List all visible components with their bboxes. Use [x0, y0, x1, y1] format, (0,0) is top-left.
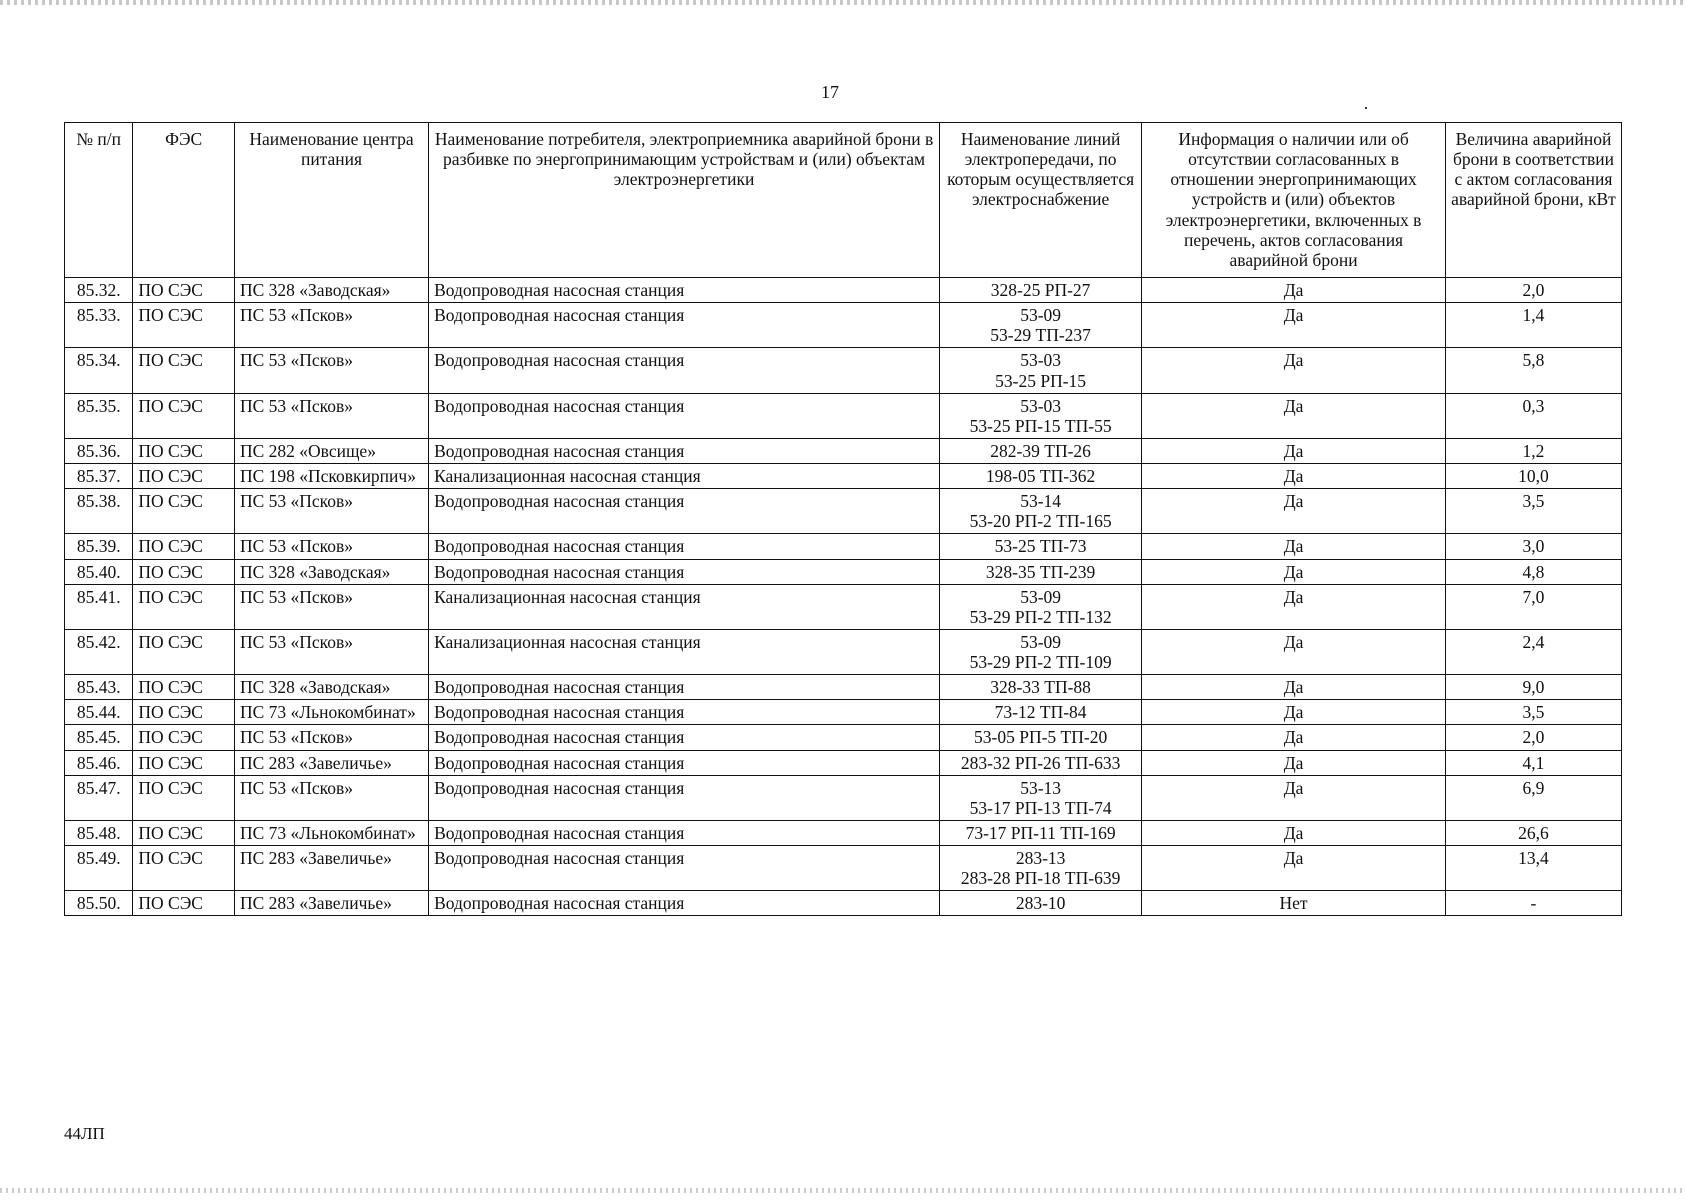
row-reserve-value: 2,4 — [1445, 629, 1621, 674]
table-row — [65, 278, 1622, 303]
row-reserve-value: 0,3 — [1445, 393, 1621, 438]
row-fes: ПО СЭС — [133, 278, 235, 303]
table-row — [65, 750, 1622, 775]
row-act-status: Да — [1142, 820, 1446, 845]
table-row — [65, 489, 1622, 534]
power-line-part: 53-20 РП-2 ТП-165 — [969, 511, 1112, 532]
row-power-line — [940, 489, 1142, 534]
scan-edge-top — [0, 0, 1686, 5]
power-line-part: 283-32 РП-26 ТП-633 — [960, 752, 1121, 773]
row-power-center: ПС 53 «Псков» — [234, 584, 428, 629]
row-fes: ПО СЭС — [133, 750, 235, 775]
power-line-part: 53-25 ТП-73 — [994, 536, 1087, 557]
power-line-part: 53-29 РП-2 ТП-132 — [969, 606, 1112, 627]
row-consumer: Водопроводная насосная станция — [429, 303, 940, 348]
header-value: Величина аварийной брони в соответствии с актом согласования аварийной брони, кВт — [1445, 123, 1621, 278]
row-power-line — [940, 438, 1142, 463]
row-fes: ПО СЭС — [133, 303, 235, 348]
row-power-center: ПС 53 «Псков» — [234, 303, 428, 348]
power-line-part: 53-09 — [1020, 586, 1062, 607]
row-reserve-value: - — [1445, 891, 1621, 916]
header-center: Наименование центра питания — [234, 123, 428, 278]
power-line-part: 73-12 ТП-84 — [994, 702, 1087, 723]
row-act-status: Да — [1142, 348, 1446, 393]
row-number: 85.36. — [65, 438, 133, 463]
power-line-part: 328-25 РП-27 — [990, 280, 1091, 300]
power-line-part: 53-13 — [1020, 777, 1062, 798]
row-power-line — [940, 820, 1142, 845]
row-consumer: Канализационная насосная станция — [429, 464, 940, 489]
row-consumer: Канализационная насосная станция — [429, 629, 940, 674]
row-consumer: Водопроводная насосная станция — [429, 278, 940, 303]
table-row — [65, 438, 1622, 463]
row-consumer: Водопроводная насосная станция — [429, 820, 940, 845]
row-act-status: Да — [1142, 584, 1446, 629]
row-number: 85.46. — [65, 750, 133, 775]
row-number: 85.42. — [65, 629, 133, 674]
row-act-status: Да — [1142, 846, 1446, 891]
row-power-center: ПС 328 «Заводская» — [234, 278, 428, 303]
row-act-status: Да — [1142, 675, 1446, 700]
row-number: 85.33. — [65, 303, 133, 348]
row-fes: ПО СЭС — [133, 725, 235, 750]
row-power-center: ПС 73 «Льнокомбинат» — [234, 820, 428, 845]
row-fes: ПО СЭС — [133, 393, 235, 438]
row-act-status: Да — [1142, 438, 1446, 463]
row-act-status: Да — [1142, 700, 1446, 725]
table-row — [65, 393, 1622, 438]
emergency-reserve-table — [64, 122, 1622, 916]
power-line-part: 328-35 ТП-239 — [985, 561, 1096, 582]
row-act-status: Да — [1142, 489, 1446, 534]
row-consumer: Канализационная насосная станция — [429, 584, 940, 629]
row-power-line — [940, 464, 1142, 489]
row-consumer: Водопроводная насосная станция — [429, 438, 940, 463]
row-fes: ПО СЭС — [133, 464, 235, 489]
row-consumer: Водопроводная насосная станция — [429, 725, 940, 750]
row-reserve-value: 3,0 — [1445, 534, 1621, 559]
scan-speck — [1365, 107, 1367, 109]
row-reserve-value: 4,8 — [1445, 559, 1621, 584]
row-consumer: Водопроводная насосная станция — [429, 700, 940, 725]
row-consumer: Водопроводная насосная станция — [429, 559, 940, 584]
row-number: 85.44. — [65, 700, 133, 725]
row-fes: ПО СЭС — [133, 559, 235, 584]
header-num: № п/п — [65, 123, 133, 278]
row-act-status: Да — [1142, 559, 1446, 584]
row-power-center: ПС 53 «Псков» — [234, 775, 428, 820]
power-line-part: 283-13 — [1015, 848, 1066, 868]
document-code: 44ЛП — [64, 1124, 105, 1143]
row-consumer: Водопроводная насосная станция — [429, 750, 940, 775]
header-consumer: Наименование потребителя, электроприемника аварийной брони в разбивке по энергопринимающим устройствам и (или) объектам электроэнергетики — [429, 123, 940, 278]
row-consumer: Водопроводная насосная станция — [429, 675, 940, 700]
row-power-line — [940, 700, 1142, 725]
power-line-part: 283-28 РП-18 ТП-639 — [960, 868, 1121, 889]
row-reserve-value: 10,0 — [1445, 464, 1621, 489]
row-reserve-value: 1,2 — [1445, 438, 1621, 463]
table-row — [65, 584, 1622, 629]
row-consumer: Водопроводная насосная станция — [429, 534, 940, 559]
table-body — [65, 278, 1622, 916]
row-reserve-value: 1,4 — [1445, 303, 1621, 348]
power-line-part: 328-33 ТП-88 — [990, 677, 1091, 698]
row-act-status: Да — [1142, 629, 1446, 674]
row-number: 85.47. — [65, 775, 133, 820]
row-fes: ПО СЭС — [133, 629, 235, 674]
row-number: 85.40. — [65, 559, 133, 584]
row-power-center: ПС 53 «Псков» — [234, 393, 428, 438]
row-consumer: Водопроводная насосная станция — [429, 891, 940, 916]
table-row — [65, 820, 1622, 845]
power-line-part: 53-03 — [1020, 395, 1062, 416]
power-line-part: 73-17 РП-11 ТП-169 — [965, 822, 1116, 843]
row-power-center: ПС 73 «Льнокомбинат» — [234, 700, 428, 725]
row-power-line — [940, 393, 1142, 438]
row-power-line — [940, 348, 1142, 393]
power-line-part: 53-03 — [1020, 350, 1062, 371]
row-reserve-value: 5,8 — [1445, 348, 1621, 393]
row-power-line — [940, 891, 1142, 916]
row-consumer: Водопроводная насосная станция — [429, 846, 940, 891]
row-number: 85.39. — [65, 534, 133, 559]
row-reserve-value: 6,9 — [1445, 775, 1621, 820]
row-power-center: ПС 53 «Псков» — [234, 534, 428, 559]
row-power-center: ПС 282 «Овсище» — [234, 438, 428, 463]
row-power-center: ПС 198 «Псковкирпич» — [234, 464, 428, 489]
row-power-line — [940, 725, 1142, 750]
row-fes: ПО СЭС — [133, 348, 235, 393]
row-reserve-value: 2,0 — [1445, 725, 1621, 750]
power-line-part: 283-10 — [1015, 893, 1066, 914]
row-consumer: Водопроводная насосная станция — [429, 348, 940, 393]
row-number: 85.38. — [65, 489, 133, 534]
row-fes: ПО СЭС — [133, 534, 235, 559]
row-number: 85.48. — [65, 820, 133, 845]
row-reserve-value: 9,0 — [1445, 675, 1621, 700]
row-power-center: ПС 328 «Заводская» — [234, 559, 428, 584]
row-consumer: Водопроводная насосная станция — [429, 489, 940, 534]
row-act-status: Да — [1142, 725, 1446, 750]
table-row — [65, 559, 1622, 584]
row-power-center: ПС 283 «Завеличье» — [234, 750, 428, 775]
row-reserve-value: 3,5 — [1445, 700, 1621, 725]
header-fes: ФЭС — [133, 123, 235, 278]
row-power-center: ПС 53 «Псков» — [234, 348, 428, 393]
row-power-line — [940, 534, 1142, 559]
row-number: 85.43. — [65, 675, 133, 700]
power-line-part: 53-14 — [1020, 491, 1062, 512]
table-row — [65, 891, 1622, 916]
row-fes: ПО СЭС — [133, 846, 235, 891]
row-act-status: Да — [1142, 775, 1446, 820]
page-number: 17 — [821, 82, 839, 102]
row-fes: ПО СЭС — [133, 775, 235, 820]
row-reserve-value: 26,6 — [1445, 820, 1621, 845]
row-number: 85.35. — [65, 393, 133, 438]
row-power-center: ПС 328 «Заводская» — [234, 675, 428, 700]
row-consumer: Водопроводная насосная станция — [429, 393, 940, 438]
row-number: 85.45. — [65, 725, 133, 750]
power-line-part: 53-25 РП-15 ТП-55 — [969, 415, 1112, 436]
table-row — [65, 348, 1622, 393]
row-fes: ПО СЭС — [133, 891, 235, 916]
row-fes: ПО СЭС — [133, 438, 235, 463]
row-power-line — [940, 846, 1142, 891]
row-act-status: Нет — [1142, 891, 1446, 916]
row-power-line — [940, 303, 1142, 348]
row-reserve-value: 2,0 — [1445, 278, 1621, 303]
row-power-line — [940, 775, 1142, 820]
table-row — [65, 846, 1622, 891]
row-fes: ПО СЭС — [133, 675, 235, 700]
row-power-line — [940, 278, 1142, 303]
row-number: 85.37. — [65, 464, 133, 489]
power-line-part: 53-29 ТП-237 — [990, 325, 1091, 346]
row-power-center: ПС 53 «Псков» — [234, 629, 428, 674]
header-line: Наименование линий электропередачи, по которым осуществляется электроснабжение — [940, 123, 1142, 278]
row-power-line — [940, 675, 1142, 700]
table-row — [65, 464, 1622, 489]
power-line-part: 53-29 РП-2 ТП-109 — [969, 652, 1112, 672]
row-power-line — [940, 750, 1142, 775]
table-row — [65, 534, 1622, 559]
table-header-row — [65, 123, 1622, 278]
table-row — [65, 675, 1622, 700]
table-row — [65, 303, 1622, 348]
row-number: 85.34. — [65, 348, 133, 393]
row-fes: ПО СЭС — [133, 820, 235, 845]
row-power-center: ПС 53 «Псков» — [234, 489, 428, 534]
row-power-center: ПС 283 «Завеличье» — [234, 891, 428, 916]
row-fes: ПО СЭС — [133, 489, 235, 534]
row-reserve-value: 13,4 — [1445, 846, 1621, 891]
row-consumer: Водопроводная насосная станция — [429, 775, 940, 820]
row-number: 85.32. — [65, 278, 133, 303]
row-act-status: Да — [1142, 303, 1446, 348]
power-line-part: 53-05 РП-5 ТП-20 — [974, 727, 1108, 748]
row-number: 85.41. — [65, 584, 133, 629]
row-fes: ПО СЭС — [133, 700, 235, 725]
row-act-status: Да — [1142, 464, 1446, 489]
row-act-status: Да — [1142, 750, 1446, 775]
row-power-line — [940, 629, 1142, 674]
row-power-center: ПС 53 «Псков» — [234, 725, 428, 750]
row-act-status: Да — [1142, 534, 1446, 559]
row-reserve-value: 7,0 — [1445, 584, 1621, 629]
table-row — [65, 629, 1622, 674]
row-power-line — [940, 559, 1142, 584]
power-line-part: 198-05 ТП-362 — [985, 466, 1096, 486]
row-reserve-value: 3,5 — [1445, 489, 1621, 534]
row-number: 85.49. — [65, 846, 133, 891]
power-line-part: 53-25 РП-15 — [995, 370, 1087, 391]
power-line-part: 53-09 — [1020, 631, 1062, 652]
power-line-part: 282-39 ТП-26 — [990, 440, 1091, 461]
power-line-part: 53-09 — [1020, 305, 1062, 326]
row-act-status: Да — [1142, 393, 1446, 438]
row-fes: ПО СЭС — [133, 584, 235, 629]
row-reserve-value: 4,1 — [1445, 750, 1621, 775]
scan-edge-bottom — [0, 1188, 1686, 1193]
row-power-line — [940, 584, 1142, 629]
power-line-part: 53-17 РП-13 ТП-74 — [969, 797, 1112, 818]
header-act: Информация о наличии или об отсутствии согласованных в отношении энергопринимающих устройств и (или) объектов электроэнергетики, включенных в перечень, актов согласования аварийной брони — [1142, 123, 1446, 278]
row-power-center: ПС 283 «Завеличье» — [234, 846, 428, 891]
row-act-status: Да — [1142, 278, 1446, 303]
table-row — [65, 775, 1622, 820]
row-number: 85.50. — [65, 891, 133, 916]
table-row — [65, 725, 1622, 750]
table-row — [65, 700, 1622, 725]
